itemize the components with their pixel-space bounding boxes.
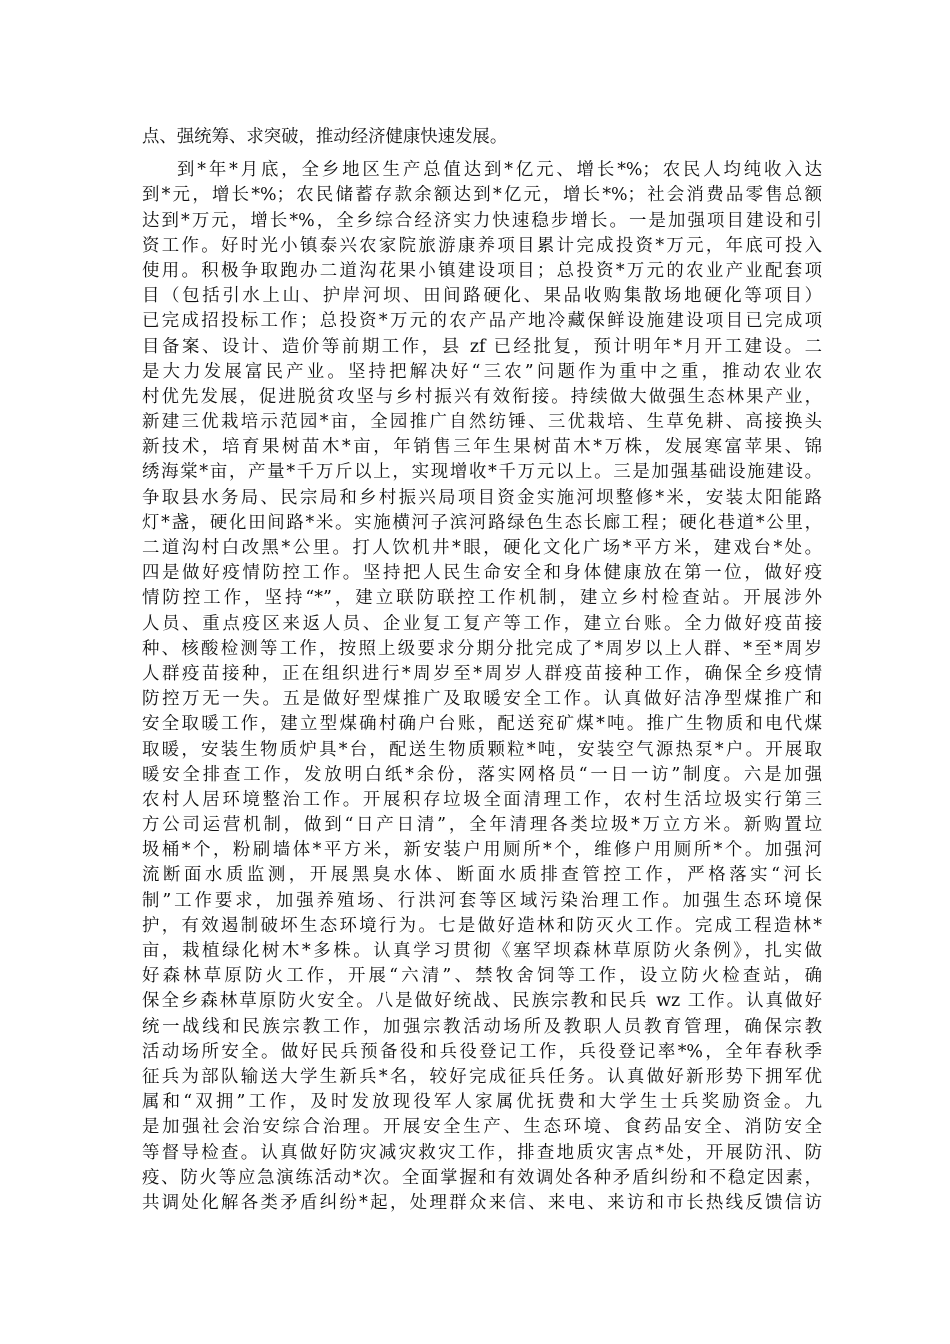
text-line: 使用。积极争取跑办二道沟花果小镇建设项目；总投资*万元的农业产业配套项: [142, 260, 822, 281]
text-line: 灯*盏，硬化田间路*米。实施横河子滨河路绿色生态长廊工程；硬化巷道*公里，: [142, 512, 822, 533]
text-line: 征兵为部队输送大学生新兵*名，较好完成征兵任务。认真做好新形势下拥军优: [142, 1066, 822, 1087]
text-line: 四是做好疫情防控工作。坚持把人民生命安全和身体健康放在第一位，做好疫: [142, 563, 822, 584]
text-line: 新技术，培育果树苗木*亩，年销售三年生果树苗木*万株，发展寒富苹果、锦: [142, 437, 822, 458]
text-line: 村优先发展，促进脱贫攻坚与乡村振兴有效衔接。持续做大做强生态林果产业，: [142, 386, 822, 407]
text-line: 保全乡森林草原防火安全。八是做好统战、民族宗教和民兵 wz 工作。认真做好: [142, 991, 822, 1012]
text-line: 疫、防火等应急演练活动*次。全面掌握和有效调处各种矛盾纠纷和不稳定因素，: [142, 1167, 822, 1188]
text-line: 是大力发展富民产业。坚持把解决好“三农”问题作为重中之重，推动农业农: [142, 361, 822, 382]
text-line: 情防控工作，坚持“*”，建立联防联控工作机制，建立乡村检查站。开展涉外: [142, 588, 822, 609]
text-line: 已完成招投标工作；总投资*万元的农产品产地冷藏保鲜设施建设项目已完成项: [142, 311, 822, 332]
text-line: 人员、重点疫区来返人员、企业复工复产等工作，建立台账。全力做好疫苗接: [142, 613, 822, 634]
paragraph-gap: [142, 150, 822, 158]
text-line: 人群疫苗接种，正在组织进行*周岁至*周岁人群疫苗接种工作，确保全乡疫情: [142, 663, 822, 684]
text-line: 农村人居环境整治工作。开展积存垃圾全面清理工作，农村生活垃圾实行第三: [142, 789, 822, 810]
text-line: 是加强社会治安综合治理。开展安全生产、生态环境、食药品安全、消防安全: [142, 1117, 822, 1138]
text-line: 制”工作要求，加强养殖场、行洪河套等区域污染治理工作。加强生态环境保: [142, 890, 822, 911]
text-line: 绣海棠*亩，产量*千万斤以上，实现增收*千万元以上。三是加强基础设施建设。: [142, 462, 822, 483]
text-line: 安全取暖工作，建立型煤确村确户台账，配送兖矿煤*吨。推广生物质和电代煤: [142, 714, 822, 735]
text-line: 取暖，安装生物质炉具*台，配送生物质颗粒*吨，安装空气源热泵*户。开展取: [142, 739, 822, 760]
text-line: 达到*万元，增长*%，全乡综合经济实力快速稳步增长。一是加强项目建设和引: [142, 210, 822, 231]
text-line: 等督导检查。认真做好防灾减灾救灾工作，排查地质灾害点*处，开展防汛、防: [142, 1142, 822, 1163]
text-line: 活动场所安全。做好民兵预备役和兵役登记工作，兵役登记率*%，全年春秋季: [142, 1041, 822, 1062]
text-line: 方公司运营机制，做到“日产日清”，全年清理各类垃圾*万立方米。新购置垃: [142, 815, 822, 836]
text-line: 护，有效遏制破坏生态环境行为。七是做好造林和防灭火工作。完成工程造林*: [142, 915, 822, 936]
text-line: 亩，栽植绿化树木*多株。认真学习贯彻《塞罕坝森林草原防火条例》，扎实做: [142, 941, 822, 961]
text-line: 资工作。好时光小镇泰兴农家院旅游康养项目累计完成投资*万元，年底可投入: [142, 235, 822, 256]
text-line: 好森林草原防火工作，开展“六清”、禁牧舍饲等工作，设立防火检查站，确: [142, 966, 822, 987]
text-line: 统一战线和民族宗教工作，加强宗教活动场所及教职人员教育管理，确保宗教: [142, 1016, 822, 1037]
text-line: 目备案、设计、造价等前期工作，县 zf 已经批复，预计明年*月开工建设。二: [142, 336, 822, 357]
paragraph-main: [142, 158, 822, 1216]
document-body: [142, 125, 822, 1216]
text-line: 目（包括引水上山、护岸河坝、田间路硬化、果品收购集散场地硬化等项目）: [142, 286, 822, 307]
text-line: 种、核酸检测等工作，按照上级要求分期分批完成了*周岁以上人群、*至*周岁: [142, 638, 822, 659]
text-line: 圾桶*个，粉刷墙体*平方米，新安装户用厕所*个，维修户用厕所*个。加强河: [142, 840, 822, 861]
text-line: 防控万无一失。五是做好型煤推广及取暖安全工作。认真做好洁净型煤推广和: [142, 689, 822, 710]
text-line: 新建三优栽培示范园*亩，全园推广自然纺锤、三优栽培、生草免耕、高接换头: [142, 412, 822, 433]
text-line: 流断面水质监测，开展黑臭水体、断面水质排查管控工作，严格落实“河长: [142, 865, 822, 886]
text-line: 争取县水务局、民宗局和乡村振兴局项目资金实施河坝整修*米，安装太阳能路: [142, 487, 822, 508]
text-line: 属和“双拥”工作，及时发放现役军人家属优抚费和大学生士兵奖励资金。九: [142, 1092, 822, 1113]
text-line: 暖安全排查工作，发放明白纸*余份，落实网格员“一日一访”制度。六是加强: [142, 764, 822, 785]
paragraph-continuation: [142, 125, 822, 150]
text-line: 到*元，增长*%；农民储蓄存款余额达到*亿元，增长*%；社会消费品零售总额: [142, 185, 822, 206]
text-line: 到*年*月底，全乡地区生产总值达到*亿元、增长*%；农民人均纯收入达: [177, 160, 822, 181]
text-line: 共调处化解各类矛盾纠纷*起，处理群众来信、来电、来访和市长热线反馈信访: [142, 1192, 822, 1213]
text-line: 点、强统筹、求突破，推动经济健康快速发展。: [142, 127, 508, 147]
text-line: 二道沟村白改黑*公里。打人饮机井*眼，硬化文化广场*平方米，建戏台*处。: [142, 538, 822, 558]
